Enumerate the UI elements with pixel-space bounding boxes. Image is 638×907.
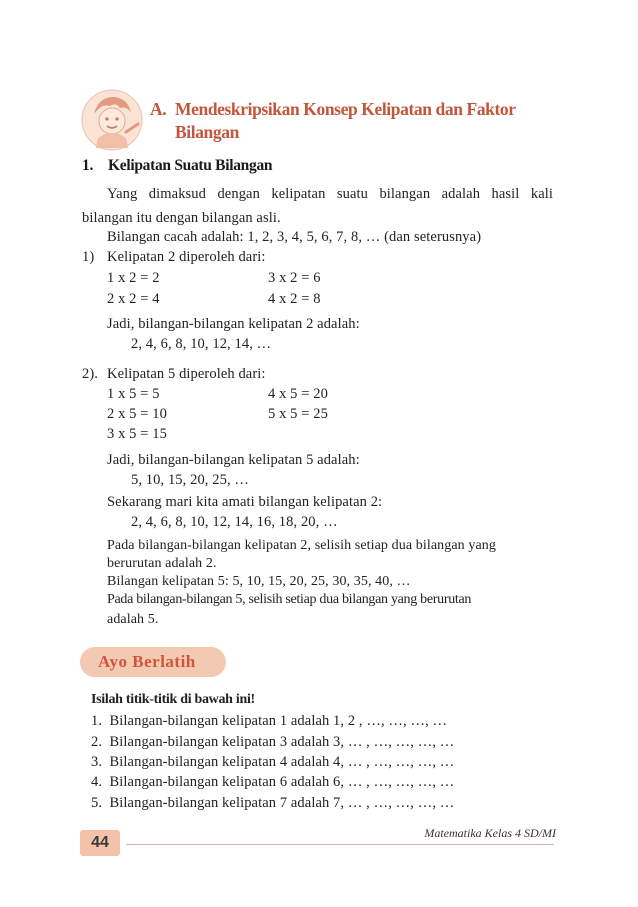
intro-line-1: Yang dimaksud dengan kelipatan suatu bilangan adalah hasil kali <box>107 186 553 202</box>
exercise-item-2: 2. Bilangan-bilangan kelipatan 3 adalah 3, … , …, …, …, … <box>91 734 455 750</box>
exercise-item-1: 1. Bilangan-bilangan kelipatan 1 adalah 1, 2 , …, …, …, … <box>91 713 448 729</box>
note1-line2: berurutan adalah 2. <box>107 556 217 571</box>
observe-text: Sekarang mari kita amati bilangan kelipatan 2: <box>107 494 383 510</box>
part1-number: 1) <box>82 249 95 265</box>
subsection-title: Kelipatan Suatu Bilangan <box>108 157 273 174</box>
part2-row3-left: 3 x 5 = 15 <box>107 426 167 442</box>
part2-number: 2). <box>82 366 99 382</box>
part1-heading: Kelipatan 2 diperoleh dari: <box>107 249 266 265</box>
subsection-number: 1. <box>82 157 94 174</box>
section-letter: A. <box>150 99 167 119</box>
section-title-line2: Bilangan <box>175 122 239 142</box>
part2-sequence: 5, 10, 15, 20, 25, … <box>131 472 249 488</box>
part2-row1-left: 1 x 5 = 5 <box>107 386 160 402</box>
note1-line1: Pada bilangan-bilangan kelipatan 2, selisih setiap dua bilangan yang <box>107 538 496 553</box>
exercise-item-3: 3. Bilangan-bilangan kelipatan 4 adalah 4, … , …, …, …, … <box>91 754 455 770</box>
exercise-badge-label: Ayo Berlatih <box>98 652 196 671</box>
part1-row1-left: 1 x 2 = 2 <box>107 270 160 286</box>
part1-row1-right: 3 x 2 = 6 <box>268 270 321 286</box>
part2-row1-right: 4 x 5 = 20 <box>268 386 328 402</box>
section-title-line1: Mendeskripsikan Konsep Kelipatan dan Faktor <box>175 99 516 119</box>
intro-line-3: Bilangan cacah adalah: 1, 2, 3, 4, 5, 6, 7, 8, … (dan seterusnya) <box>107 229 482 245</box>
part1-row2-left: 2 x 2 = 4 <box>107 291 160 307</box>
cartoon-boy-icon <box>80 88 144 152</box>
footer-book-title: Matematika Kelas 4 SD/MI <box>424 826 556 840</box>
exercise-item-5: 5. Bilangan-bilangan kelipatan 7 adalah 7, … , …, …, …, … <box>91 795 455 811</box>
note3-line2: adalah 5. <box>107 612 159 627</box>
exercise-instruction: Isilah titik-titik di bawah ini! <box>91 692 255 707</box>
intro-line-2: bilangan itu dengan bilangan asli. <box>82 210 281 226</box>
part2-row2-right: 5 x 5 = 25 <box>268 406 328 422</box>
note3-line1: Pada bilangan-bilangan 5, selisih setiap dua bilangan yang berurutan <box>107 592 472 607</box>
exercise-item-4: 4. Bilangan-bilangan kelipatan 6 adalah 6, … , …, …, …, … <box>91 774 455 790</box>
part2-row2-left: 2 x 5 = 10 <box>107 406 167 422</box>
part1-conclusion: Jadi, bilangan-bilangan kelipatan 2 adalah: <box>107 316 360 332</box>
part2-conclusion: Jadi, bilangan-bilangan kelipatan 5 adalah: <box>107 452 360 468</box>
part1-row2-right: 4 x 2 = 8 <box>268 291 321 307</box>
page-number: 44 <box>80 830 120 856</box>
part1-sequence: 2, 4, 6, 8, 10, 12, 14, … <box>131 336 272 352</box>
note2: Bilangan kelipatan 5: 5, 10, 15, 20, 25, 30, 35, 40, … <box>107 574 411 589</box>
observe-sequence: 2, 4, 6, 8, 10, 12, 14, 16, 18, 20, … <box>131 514 338 530</box>
footer-rule <box>126 844 554 845</box>
part2-heading: Kelipatan 5 diperoleh dari: <box>107 366 266 382</box>
